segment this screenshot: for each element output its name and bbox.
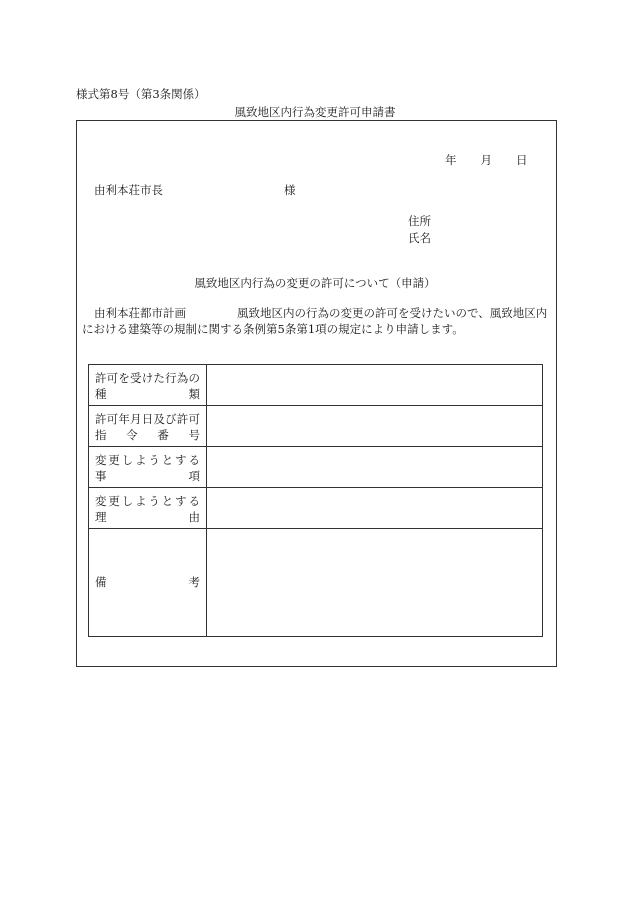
row-label-char: 理	[95, 510, 107, 524]
row-label-line2	[95, 427, 200, 443]
date-year-label: 年	[445, 153, 457, 167]
honorific: 様	[284, 183, 296, 197]
row-label-cell	[89, 406, 207, 447]
row-value-field[interactable]	[207, 365, 543, 406]
row-label-line2	[95, 468, 200, 484]
body-text-line2: における建築等の規制に関する条例第5条第1項の規定により申請します。	[82, 322, 464, 336]
row-label-line2	[95, 386, 200, 402]
row-value-field[interactable]	[207, 488, 543, 529]
table-row	[89, 529, 543, 637]
addressee: 由利本荘市長	[94, 183, 163, 197]
row-label-char: 考	[188, 575, 200, 589]
row-label-cell	[89, 365, 207, 406]
row-label-line1: 許可を受けた行為の	[95, 371, 200, 385]
row-label-line2	[95, 574, 200, 590]
row-label-char: 号	[188, 428, 200, 442]
subject-line: 風致地区内行為の変更の許可について（申請）	[194, 276, 436, 290]
table-row	[89, 488, 543, 529]
application-items-table	[88, 364, 543, 637]
row-label-char: 番	[157, 428, 169, 442]
page-title: 風致地区内行為変更許可申請書	[234, 105, 396, 119]
row-label-cell	[89, 488, 207, 529]
remarks-field[interactable]	[207, 529, 543, 637]
form-number: 様式第8号（第3条関係）	[76, 87, 206, 101]
date-month-label: 月	[480, 153, 492, 167]
row-label-char: 由	[188, 510, 200, 524]
row-label-char: 項	[188, 469, 200, 483]
row-label-char: 種	[95, 387, 107, 401]
body-text-plan: 由利本荘都市計画	[94, 306, 186, 320]
row-label-line1: 変更しようとする	[95, 494, 200, 508]
row-label-char: 事	[95, 469, 107, 483]
table-row	[89, 365, 543, 406]
date-line	[445, 152, 528, 168]
row-label-char: 類	[188, 387, 200, 401]
row-label-line2	[95, 509, 200, 525]
row-label-char: 指	[95, 428, 107, 442]
row-value-field[interactable]	[207, 406, 543, 447]
row-label-char: 備	[95, 575, 107, 589]
table-row	[89, 447, 543, 488]
row-label-line1: 許可年月日及び許可	[95, 412, 200, 426]
table-row	[89, 406, 543, 447]
body-text-line1: 風致地区内の行為の変更の許可を受けたいので、風致地区内	[237, 306, 548, 320]
date-day-label: 日	[516, 153, 528, 167]
row-value-field[interactable]	[207, 447, 543, 488]
row-label-cell	[89, 447, 207, 488]
row-label-line1: 変更しようとする	[95, 453, 200, 467]
row-label-char: 令	[126, 428, 138, 442]
row-label-cell	[89, 529, 207, 637]
address-label: 住所	[408, 214, 431, 228]
name-label: 氏名	[408, 231, 431, 245]
